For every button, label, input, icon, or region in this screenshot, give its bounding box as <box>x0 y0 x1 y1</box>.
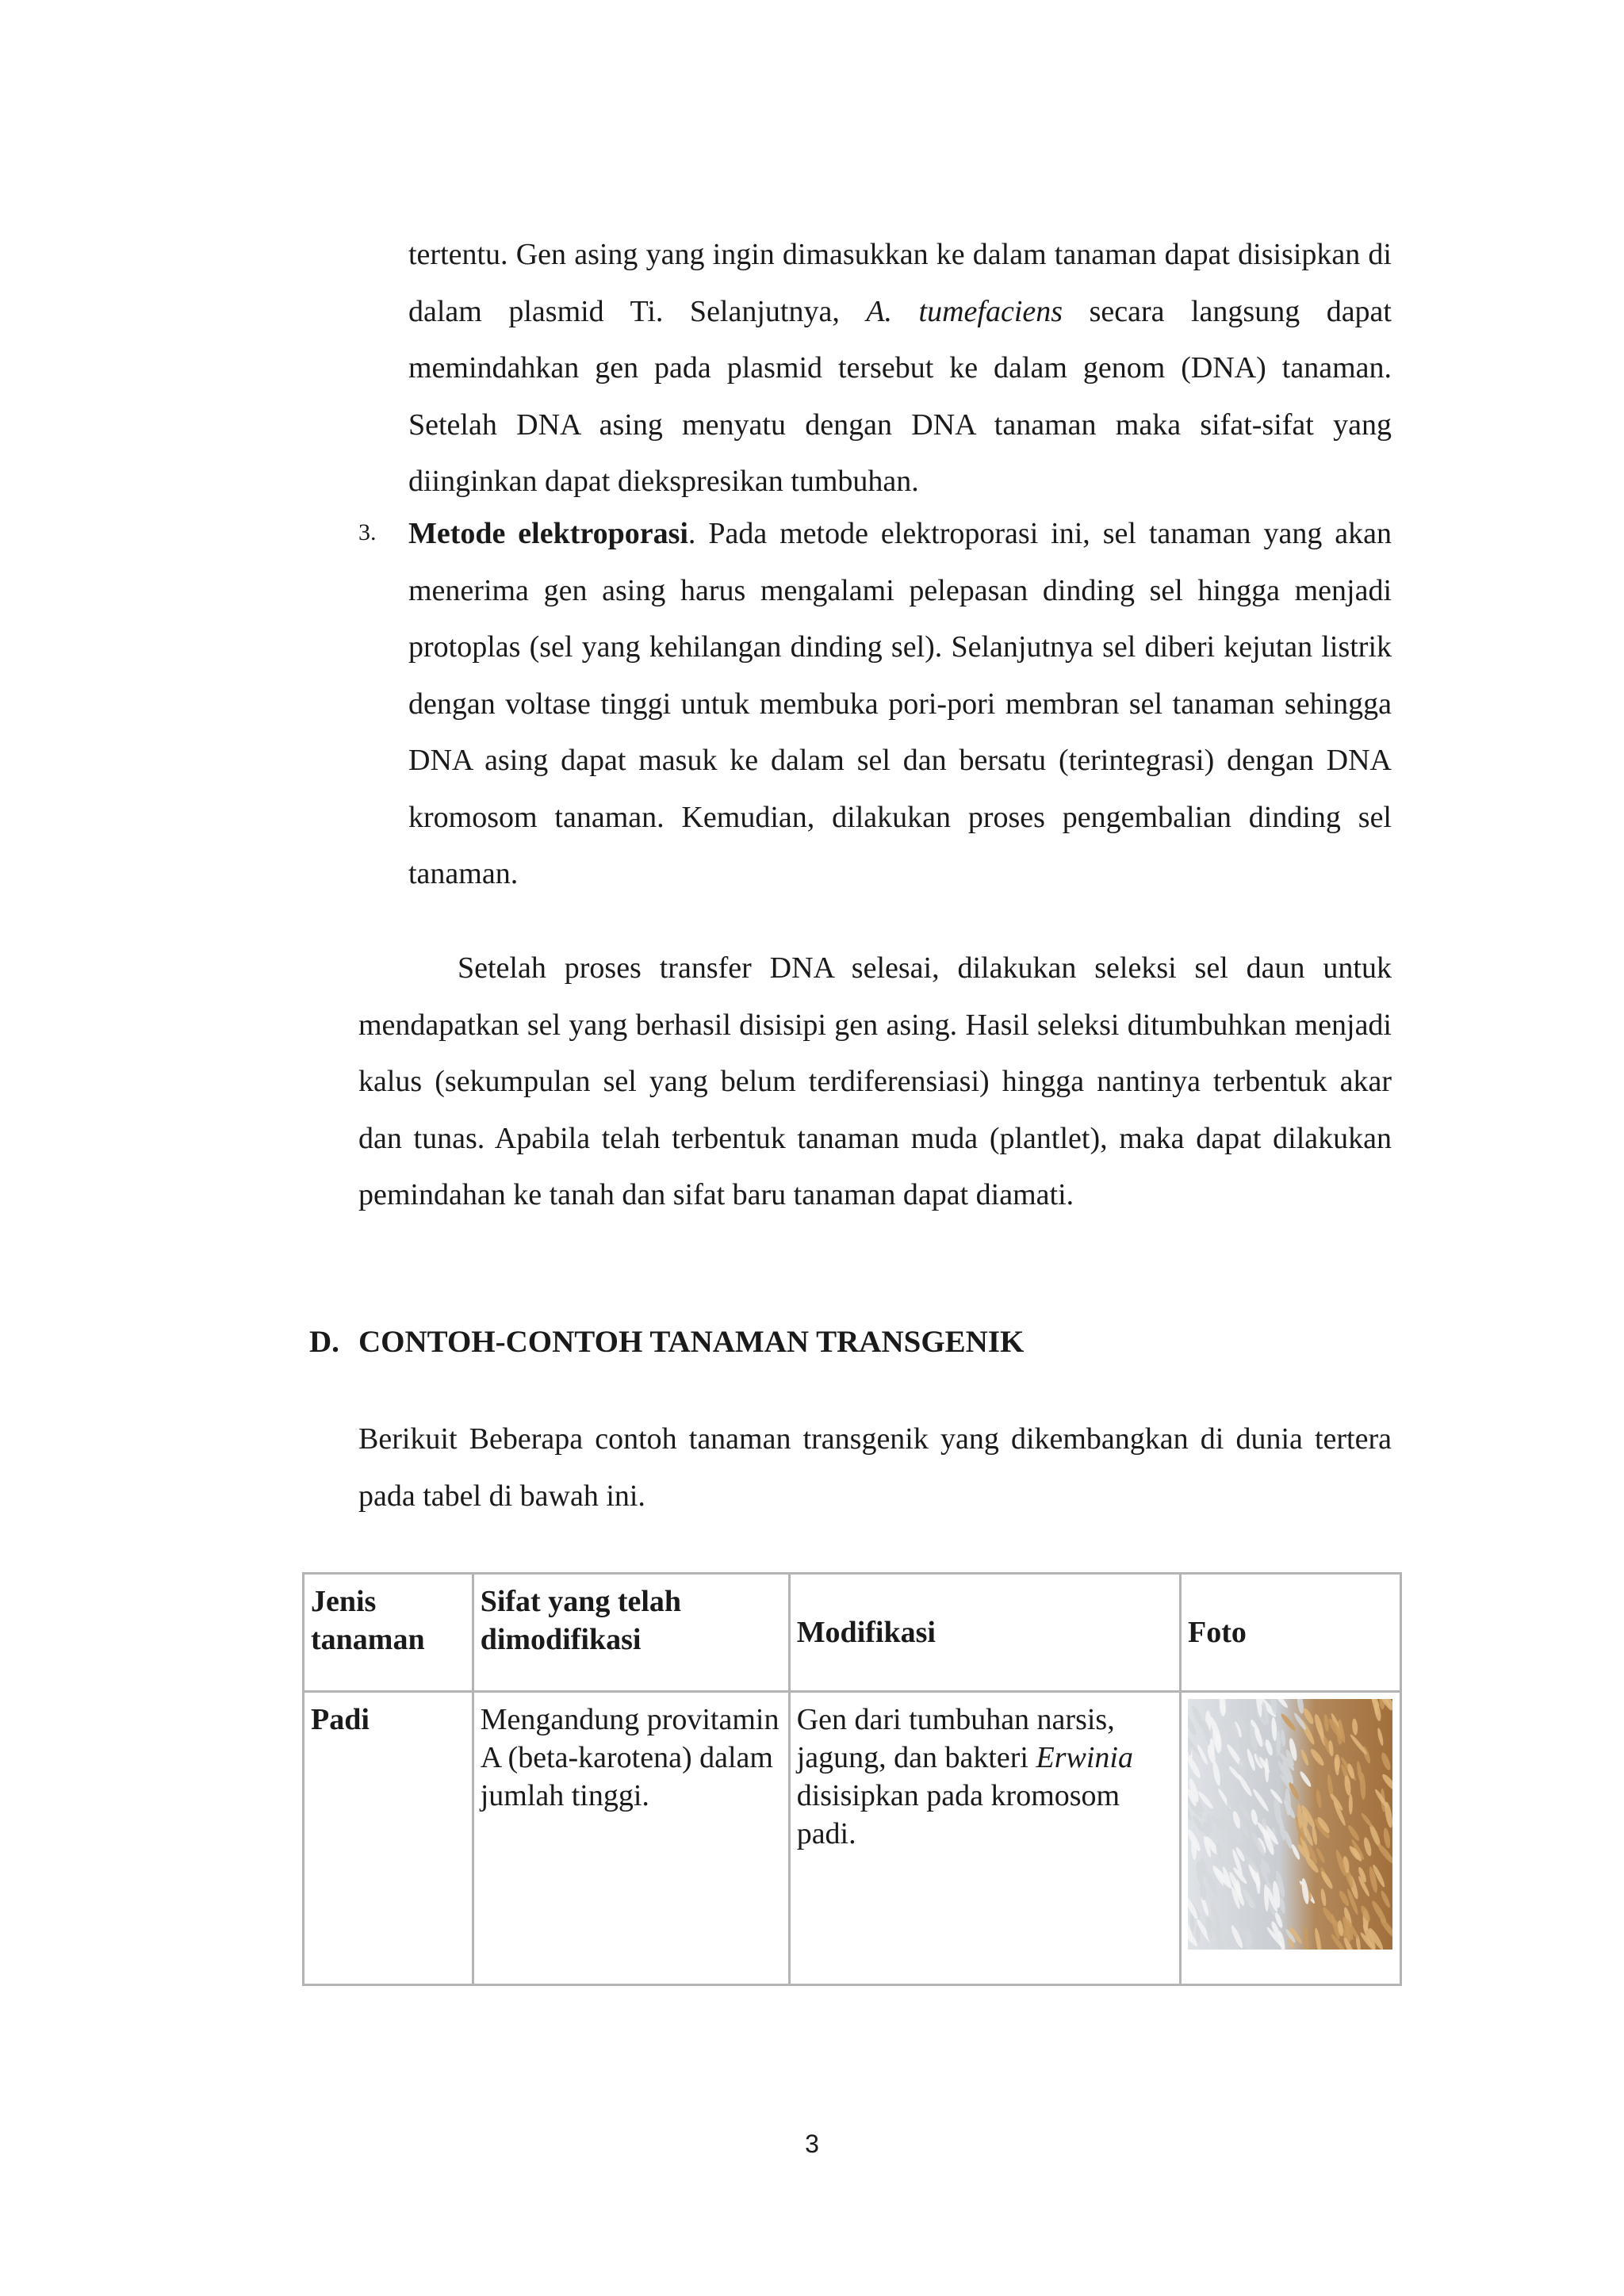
table-row <box>304 1692 1401 1985</box>
list-item-3: Metode elektroporasi. Pada metode elektroporasi ini, sel tanaman yang akan menerima gen asing harus mengalami pelepasan dinding sel hingga menjadi protoplas (sel yang kehilangan dinding sel). Selanjutnya sel diberi kejutan listrik dengan voltase tinggi untuk membuka pori-pori membran sel tanaman sehingga DNA asing dapat masuk ke dalam sel dan bersatu (terintegrasi) dengan DNA kromosom tanaman. Kemudian, dilakukan proses pengembalian dinding sel tanaman. <box>408 517 1392 890</box>
transgenic-crops-table <box>302 1572 1402 1986</box>
page-number: 3 <box>805 2130 819 2158</box>
header-sifat: Sifat yang telah dimodifikasi <box>473 1574 789 1692</box>
cell-jenis: Padi <box>304 1692 473 1985</box>
header-foto: Foto <box>1180 1574 1400 1692</box>
section-number: D. <box>309 1325 339 1359</box>
bacteria-name: Erwinia <box>1036 1741 1133 1774</box>
cell-foto <box>1180 1692 1400 1985</box>
header-modifikasi: Modifikasi <box>789 1574 1180 1692</box>
rice-grain <box>1228 1789 1231 1811</box>
rice-photo <box>1188 1699 1392 1950</box>
species-name: A. tumefaciens <box>866 294 1063 328</box>
rice-grain <box>1349 1794 1353 1815</box>
intro-paragraph: Berikuit Beberapa contoh tanaman transgenik yang dikembangkan di dunia tertera pada tabel di bawah ini. <box>358 1422 1392 1513</box>
paragraph-selection: Setelah proses transfer DNA selesai, dilakukan seleksi sel daun untuk mendapatkan sel yang berhasil disisipi gen asing. Hasil seleksi ditumbuhkan menjadi kalus (sekumpulan sel yang belum terdiferensiasi) hingga nantinya terbentuk akar dan tunas. Apabila telah terbentuk tanaman muda (plantlet), maka dapat dilakukan pemindahan ke tanah dan sifat baru tanaman dapat diamati. <box>358 951 1392 1211</box>
section-title: CONTOH-CONTOH TANAMAN TRANSGENIK <box>358 1325 1025 1359</box>
list-item-3-term: Metode elektroporasi <box>408 517 688 550</box>
list-item-2-continuation: tertentu. Gen asing yang ingin dimasukkan ke dalam tanaman dapat disisipkan di dalam plasmid Ti. Selanjutnya, A. tumefaciens secara langsung dapat memindahkan gen pada plasmid tersebut ke dalam genom (DNA) tanaman. Setelah DNA asing menyatu dengan DNA tanaman maka sifat-sifat yang diinginkan dapat diekspresikan tumbuhan. <box>408 238 1392 498</box>
section-heading <box>309 1324 1024 1360</box>
cell-sifat: Mengandung provitamin A (beta-karotena) dalam jumlah tinggi. <box>473 1692 789 1985</box>
header-jenis: Jenis tanaman <box>304 1574 473 1692</box>
cell-modifikasi: Gen dari tumbuhan narsis, jagung, dan bakteri Erwinia disisipkan pada kromosom padi. <box>789 1692 1180 1985</box>
list-number-3: 3. <box>358 519 377 545</box>
table-header-row <box>304 1574 1401 1692</box>
rice-grain <box>1277 1731 1281 1756</box>
